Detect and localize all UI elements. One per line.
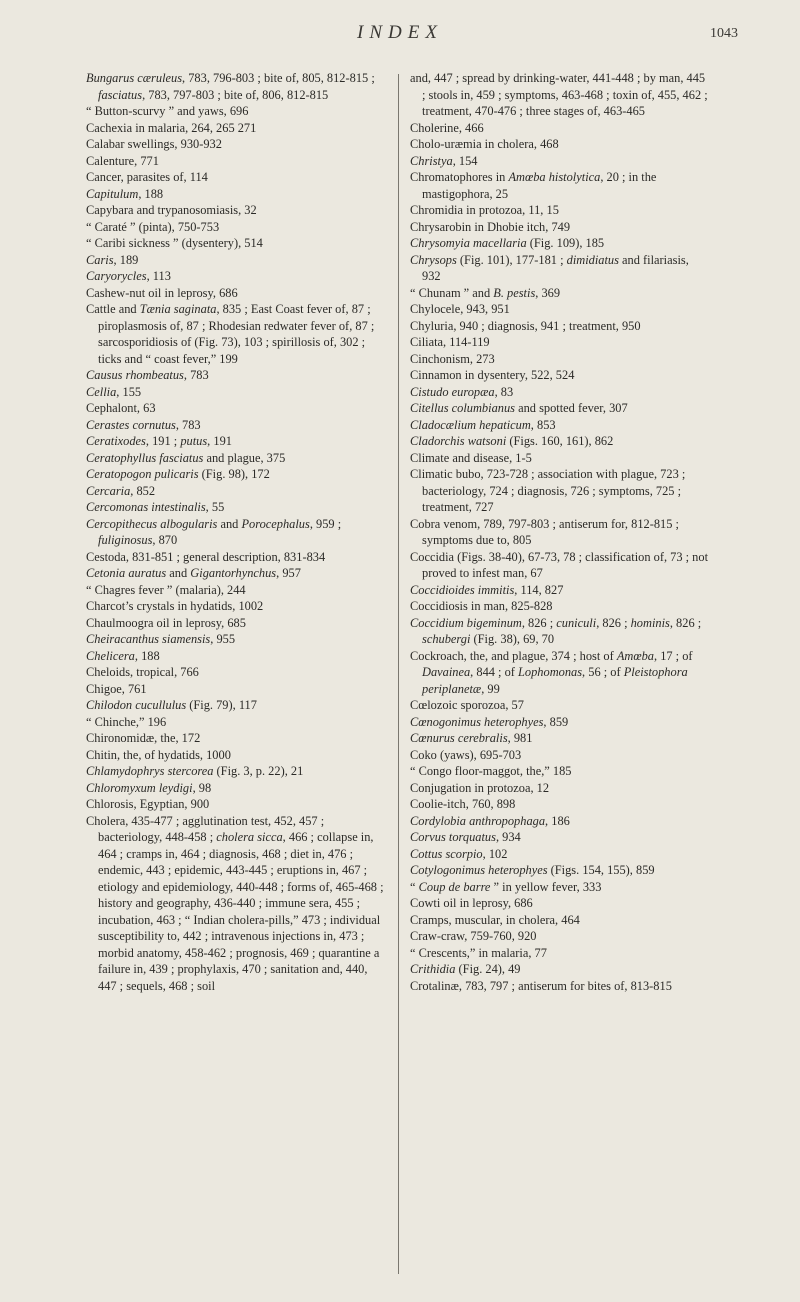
index-entry: Coccidia (Figs. 38-40), 67-73, 78 ; classification of, 73 ; not proved to infest man, 67 <box>410 549 709 580</box>
index-entry: Causus rhombeatus, 783 <box>86 368 209 382</box>
column-divider <box>398 74 399 1274</box>
index-entry: Charcot’s crystals in hydatids, 1002 <box>86 599 264 613</box>
index-entry: Christya, 154 <box>410 153 478 168</box>
index-entry: Cramps, muscular, in cholera, 464 <box>410 912 580 927</box>
index-entry: Coolie-itch, 760, 898 <box>410 797 516 811</box>
index-entry: Crithidia (Fig. 24), 49 <box>410 962 521 976</box>
index-entry: Chlorosis, Egyptian, 900 <box>86 797 210 811</box>
index-entry: Cholerine, 466 <box>410 120 484 135</box>
index-entry: Cellia, 155 <box>86 384 142 399</box>
index-entry: Climatic bubo, 723-728 ; association with plague, 723 ; bacteriology, 724 ; diagnosis, 726 ; symptoms, 725 ; treatment, 727 <box>410 467 686 514</box>
index-column-left <box>86 70 386 994</box>
index-entry: Chrysarobin in Dhobie itch, 749 <box>410 219 571 234</box>
index-entry: Crotalinæ, 783, 797 ; antiserum for bites of, 813-815 <box>410 978 672 993</box>
index-columns <box>86 70 716 1285</box>
index-entry: Cerastes cornutus, 783 <box>86 417 201 432</box>
index-entry: Corvus torquatus, 934 <box>410 830 521 844</box>
index-entry: Craw-craw, 759-760, 920 <box>410 929 537 943</box>
index-entry: Cotylogonimus heterophyes (Figs. 154, 155), 859 <box>410 863 655 877</box>
index-entry: Ceratixodes, 191 ; putus, 191 <box>86 434 232 448</box>
index-entry: Capitulum, 188 <box>86 186 164 201</box>
index-entry: Cladocælium hepaticum, 853 <box>410 417 556 432</box>
index-column-right <box>410 70 710 994</box>
index-entry: Chyluria, 940 ; diagnosis, 941 ; treatment, 950 <box>410 318 641 333</box>
index-entry: Chloromyxum leydigi, 98 <box>86 780 212 795</box>
index-entry: Cashew-nut oil in leprosy, 686 <box>86 285 238 300</box>
running-header <box>0 12 800 52</box>
index-entry: Citellus columbianus and spotted fever, 307 <box>410 401 628 415</box>
index-entry: Chrysomyia macellaria (Fig. 109), 185 <box>410 236 605 250</box>
index-entry: Cobra venom, 789, 797-803 ; antiserum for, 812-815 ; symptoms due to, 805 <box>410 516 679 547</box>
index-entry: Chromidia in protozoa, 11, 15 <box>410 203 559 217</box>
index-entry: Cercaria, 852 <box>86 483 156 498</box>
index-entry: Cheloids, tropical, 766 <box>86 665 199 679</box>
index-entry: Chylocele, 943, 951 <box>410 302 510 316</box>
index-entry: Chrysops (Fig. 101), 177-181 ; dimidiatus and filariasis, 932 <box>410 252 689 283</box>
index-entry: Chigoe, 761 <box>86 681 147 696</box>
index-entry: Chironomidæ, the, 172 <box>86 731 201 745</box>
index-entry: Capybara and trypanosomiasis, 32 <box>86 203 257 217</box>
index-entry: Chilodon cucullulus (Fig. 79), 117 <box>86 698 257 712</box>
index-entry: Cinchonism, 273 <box>410 351 495 366</box>
index-entry: Cetonia auratus and Gigantorhynchus, 957 <box>86 566 301 580</box>
index-entry: Chelicera, 188 <box>86 648 160 663</box>
index-entry: Cordylobia anthropophaga, 186 <box>410 813 570 828</box>
index-entry: Calabar swellings, 930-932 <box>86 137 222 151</box>
index-entry: Ceratopogon pulicaris (Fig. 98), 172 <box>86 467 270 481</box>
index-entry: Conjugation in protozoa, 12 <box>410 780 550 795</box>
index-entry: Ciliata, 114-119 <box>410 335 490 349</box>
index-entry: Cheiracanthus siamensis, 955 <box>86 632 236 646</box>
index-entry: Cœlozoic sporozoa, 57 <box>410 698 524 712</box>
index-entry: Coko (yaws), 695-703 <box>410 747 522 762</box>
index-entry: Cattle and Tænia saginata, 835 ; East Coast fever of, 87 ; piroplasmosis of, 87 ; Rhodesian redwater fever of, 87 ; sarcosporidiosis of (Fig. 73), 103 ; spirillosis of, 302 ; ticks and “ coast fever,” 199 <box>86 302 375 366</box>
index-entry: “ Chinche,” 196 <box>86 714 167 729</box>
index-entry: Caryorycles, 113 <box>86 269 171 283</box>
index-entry: Cinnamon in dysentery, 522, 524 <box>410 368 575 382</box>
index-entry: Cercomonas intestinalis, 55 <box>86 500 225 514</box>
index-entry: Cholera, 435-477 ; agglutination test, 452, 457 ; bacteriology, 448-458 ; cholera sicca, 466 ; collapse in, 464 ; cramps in, 464 ; diagnosis, 468 ; diet in, 476 ; endemic, 443 ; epidemic, 443-445 ; eruptions in, 467 ; etiology and epidemiology, 440-448 ; forms of, 465-468 ; history and geography, 436-440 ; immune sera, 455 ; incubation, 463 ; “ Indian cholera-pills,” 473 ; individual susceptibility to, 442 ; intravenous injections in, 473 ; morbid anatomy, 458-462 ; prognosis, 469 ; quarantine a failure in, 439 ; prophylaxis, 470 ; sanitation and, 440, 447 ; sequels, 468 ; soil <box>86 813 384 993</box>
header-title: INDEX <box>357 22 443 43</box>
index-entry: Cestoda, 831-851 ; general description, 831-834 <box>86 549 326 564</box>
index-entry: Cistudo europæa, 83 <box>410 384 514 399</box>
index-entry: “ Coup de barre ” in yellow fever, 333 <box>410 879 602 894</box>
index-entry: Cockroach, the, and plague, 374 ; host of Amœba, 17 ; of Davainea, 844 ; of Lophomonas, 56 ; of Pleistophora periplanetæ, 99 <box>410 648 693 696</box>
index-entry: Cancer, parasites of, 114 <box>86 170 208 184</box>
index-entry: Chlamydophrys stercorea (Fig. 3, p. 22), 21 <box>86 764 304 778</box>
index-entry: Caris, 189 <box>86 252 139 267</box>
index-entry: Coccidioides immitis, 114, 827 <box>410 582 564 597</box>
index-entry: Cowti oil in leprosy, 686 <box>410 896 533 910</box>
index-entry: Cœnogonimus heterophyes, 859 <box>410 714 569 729</box>
index-entry: Ceratophyllus fasciatus and plague, 375 <box>86 450 286 465</box>
index-entry: Chitin, the, of hydatids, 1000 <box>86 747 231 762</box>
index-entry: “ Caraté ” (pinta), 750-753 <box>86 219 220 234</box>
index-entry: Chaulmoogra oil in leprosy, 685 <box>86 615 246 630</box>
index-entry: “ Chunam ” and B. pestis, 369 <box>410 285 561 300</box>
index-entry: Cercopithecus albogularis and Porocephalus, 959 ; fuliginosus, 870 <box>86 516 342 547</box>
index-entry: Coccidiosis in man, 825-828 <box>410 599 553 613</box>
index-entry: Cephalont, 63 <box>86 401 156 415</box>
index-entry: Cœnurus cerebralis, 981 <box>410 731 533 745</box>
index-entry: “ Congo floor-maggot, the,” 185 <box>410 764 572 778</box>
index-entry: Cottus scorpio, 102 <box>410 846 508 861</box>
index-entry: Chromatophores in Amœba histolytica, 20 ; in the mastigophora, 25 <box>410 170 657 201</box>
index-entry: “ Crescents,” in malaria, 77 <box>410 945 547 960</box>
index-entry: Coccidium bigeminum, 826 ; cuniculi, 826 ; hominis, 826 ; schubergi (Fig. 38), 69, 70 <box>410 615 702 646</box>
index-entry: and, 447 ; spread by drinking-water, 441-448 ; by man, 445 ; stools in, 459 ; symptoms, 463-468 ; toxin of, 455, 462 ; treatment, 470-476 ; three stages of, 463-465 <box>410 71 708 118</box>
page-number: 1043 <box>710 26 738 41</box>
index-entry: “ Chagres fever ” (malaria), 244 <box>86 582 246 597</box>
index-entry: Bungarus cæruleus, 783, 796-803 ; bite of, 805, 812-815 ; fasciatus, 783, 797-803 ; bite of, 806, 812-815 <box>86 71 375 102</box>
index-entry: Cachexia in malaria, 264, 265 271 <box>86 120 257 135</box>
index-entry: Cladorchis watsoni (Figs. 160, 161), 862 <box>410 434 614 448</box>
index-entry: Cholo-uræmia in cholera, 468 <box>410 137 559 151</box>
index-entry: Climate and disease, 1-5 <box>410 450 532 465</box>
index-entry: “ Button-scurvy ” and yaws, 696 <box>86 104 249 118</box>
index-entry: Calenture, 771 <box>86 153 159 168</box>
index-entry: “ Caribi sickness ” (dysentery), 514 <box>86 236 263 250</box>
